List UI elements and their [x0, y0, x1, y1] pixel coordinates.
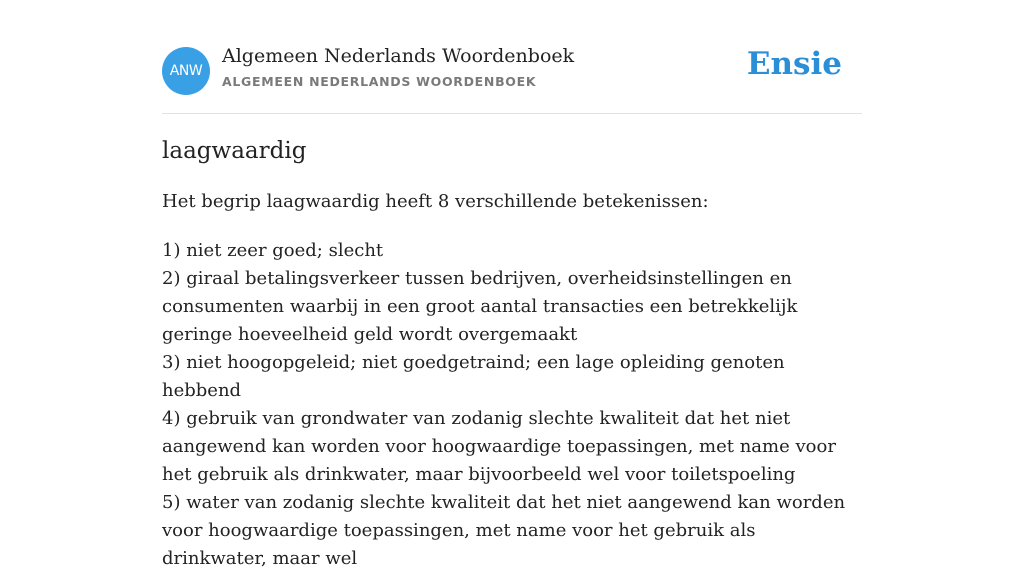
- meaning-item: 1) niet zeer goed; slecht: [162, 240, 384, 261]
- meaning-item: 2) giraal betalingsverkeer tussen bedrijven, overheidsinstellingen en consumenten waarbij in een groot aantal transacties een betrekkelijk geringe hoeveelheid geld wordt overgemaakt: [162, 268, 798, 345]
- entry-title: laagwaardig: [162, 138, 307, 164]
- definition-card: [162, 0, 862, 569]
- ensie-logo-link[interactable]: Ensie: [746, 46, 842, 82]
- meaning-item: 3) niet hoogopgeleid; niet goedgetraind; een lage opleiding genoten hebbend: [162, 352, 785, 401]
- source-subtitle: ALGEMEEN NEDERLANDS WOORDENBOEK: [222, 74, 537, 89]
- entry-intro: Het begrip laagwaardig heeft 8 verschillende betekenissen:: [162, 191, 709, 212]
- meaning-item: 5) water van zodanig slechte kwaliteit dat het niet aangewend kan worden voor hoogwaardige toepassingen, met name voor het gebruik als drinkwater, maar wel: [162, 492, 846, 569]
- meaning-item: 4) gebruik van grondwater van zodanig slechte kwaliteit dat het niet aangewend kan worden voor hoogwaardige toepassingen, met name voor het gebruik als drinkwater, maar bijvoorbeeld wel voor toiletspoeling: [162, 408, 836, 485]
- meanings-list: [162, 237, 862, 573]
- source-title[interactable]: Algemeen Nederlands Woordenboek: [222, 45, 575, 67]
- source-header: [162, 0, 862, 114]
- source-logo[interactable]: ANW: [162, 47, 210, 95]
